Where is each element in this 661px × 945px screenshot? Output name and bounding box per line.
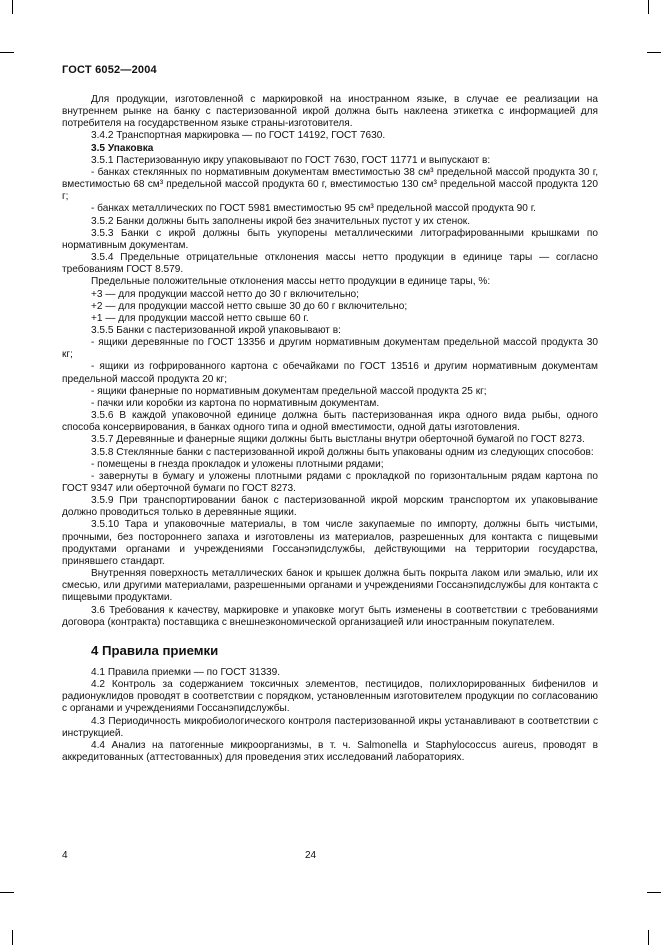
crop-mark bbox=[647, 892, 661, 893]
paragraph: - ящики из гофрированного картона с обечайками по ГОСТ 13516 и другим нормативным документам предельной массой продукта 20 кг; bbox=[62, 361, 598, 385]
paragraph: 3.5.9 При транспортировании банок с пастеризованной икрой морским транспортом их упаковывание должно проводиться только в деревянные ящики. bbox=[62, 495, 598, 519]
paragraph: Предельные положительные отклонения массы нетто продукции в единице тары, %: bbox=[91, 276, 491, 288]
crop-mark bbox=[648, 0, 649, 14]
paragraph: 4.3 Периодичность микробиологического контроля пастеризованной икры устанавливают в соответствии с инструкцией. bbox=[62, 715, 598, 739]
page-header: ГОСТ 6052—2004 bbox=[62, 64, 157, 76]
paragraph: 3.5.7 Деревянные и фанерные ящики должны быть выстланы внутри оберточной бумагой по ГОСТ 8273. bbox=[91, 434, 585, 446]
crop-mark bbox=[12, 0, 13, 14]
paragraph: +3 — для продукции массой нетто до 30 г включительно; bbox=[91, 288, 359, 300]
paragraph: +2 — для продукции массой нетто свыше 30 до 60 г включительно; bbox=[91, 300, 408, 312]
paragraph: - ящики деревянные по ГОСТ 13356 и другим нормативным документам предельной массой продукта 30 кг; bbox=[62, 337, 598, 361]
paragraph: 3.5.1 Пастеризованную икру упаковывают по ГОСТ 7630, ГОСТ 11771 и выпускают в: bbox=[91, 154, 491, 166]
crop-mark bbox=[12, 930, 13, 945]
paragraph: 4.1 Правила приемки — по ГОСТ 31339. bbox=[91, 666, 281, 678]
paragraph: 3.5.10 Тара и упаковочные материалы, в том числе закупаемые по импорту, должны быть чистыми, прочными, без постороннего запаха и изготовлены из материалов, разрешенных для контакта с пищевыми продуктами органами и учреждениями Госсанэпидслужбы, действующими на территории государства, принявшего стандарт. bbox=[62, 519, 598, 567]
crop-mark bbox=[647, 52, 661, 53]
section-heading: 3.5 Упаковка bbox=[91, 142, 154, 154]
paragraph: 3.5.3 Банки с икрой должны быть укупорены металлическими литографированными крышками по нормативным документам. bbox=[62, 227, 598, 251]
paragraph: 3.5.5 Банки с пастеризованной икрой упаковывают в: bbox=[91, 324, 341, 336]
paragraph: 3.5.2 Банки должны быть заполнены икрой без значительных пустот у их стенок. bbox=[91, 215, 471, 227]
paragraph: 3.6 Требования к качеству, маркировке и упаковке могут быть изменены в соответствии с требованиями договора (контракта) поставщика с внешнеэкономической организацией или иностранным покупателем. bbox=[62, 604, 598, 628]
paragraph: - банках стеклянных по нормативным документам вместимостью 38 см³ предельной массой продукта 30 г, вместимостью 68 см³ предельной массой продукта 60 г, вместимостью 130 см³ предельной массой продукта 120 г; bbox=[62, 166, 598, 203]
paragraph: 3.5.6 В каждой упаковочной единице должна быть пастеризованная икра одного вида рыбы, одного способа консервирования, в банках одного типа и одной вместимости, одной даты изготовления. bbox=[62, 410, 598, 434]
crop-mark bbox=[0, 52, 14, 53]
paragraph: - пачки или коробки из картона по нормативным документам. bbox=[91, 397, 380, 409]
paragraph: Внутренняя поверхность металлических банок и крышек должна быть покрыта лаком или эмалью, или их смесью, или другими материалами, разрешенными органами и учреждениями Госсанэпидслужбы для контакта с пищевыми продуктами. bbox=[62, 568, 598, 604]
paragraph: - завернуты в бумагу и уложены плотными рядами с прокладкой по горизонтальным рядам картона по ГОСТ 9347 или оберточной бумаги по ГОСТ 8273. bbox=[62, 470, 598, 494]
crop-mark bbox=[648, 930, 649, 945]
page-number-left: 4 bbox=[62, 850, 68, 861]
paragraph: - помещены в гнезда прокладок и уложены плотными рядами; bbox=[91, 458, 384, 470]
document-body bbox=[62, 94, 598, 764]
paragraph: - банках металлических по ГОСТ 5981 вместимостью 95 см³ предельной массой продукта 90 г. bbox=[91, 203, 536, 215]
paragraph: - ящики фанерные по нормативным документам предельной массой продукта 25 кг; bbox=[91, 385, 487, 397]
paragraph: 4.2 Контроль за содержанием токсичных элементов, пестицидов, полихлорированных бифенилов и радионуклидов проводят в соответствии с порядком, установленным изготовителем продукции по согласованию с органами и учреждениями Госсанэпидслужбы. bbox=[62, 679, 598, 715]
paragraph: 3.4.2 Транспортная маркировка — по ГОСТ 14192, ГОСТ 7630. bbox=[91, 130, 386, 142]
paragraph: Для продукции, изготовленной с маркировкой на иностранном языке, в случае ее реализации на внутреннем рынке на банку с пастеризованной икрой должна быть наклеена этикетка с информацией для потребителя на государственном языке страны-изготовителя. bbox=[62, 94, 598, 130]
paragraph: 3.5.8 Стеклянные банки с пастеризованной икрой должны быть упакованы одним из следующих способов: bbox=[91, 446, 594, 458]
crop-mark bbox=[0, 892, 14, 893]
page-number-center: 24 bbox=[305, 850, 317, 861]
paragraph: 3.5.4 Предельные отрицательные отклонения массы нетто продукции в единице тары — согласно требованиям ГОСТ 8.579. bbox=[62, 252, 598, 276]
paragraph: +1 — для продукции массой нетто свыше 60 г. bbox=[91, 312, 309, 324]
paragraph: 4.4 Анализ на патогенные микроорганизмы, в т. ч. Salmonella и Staphylococcus aureus, проводят в аккредитованных (аттестованных) для проведения этих исследований лабораториях. bbox=[62, 739, 598, 763]
section-heading: 4 Правила приемки bbox=[91, 642, 219, 658]
